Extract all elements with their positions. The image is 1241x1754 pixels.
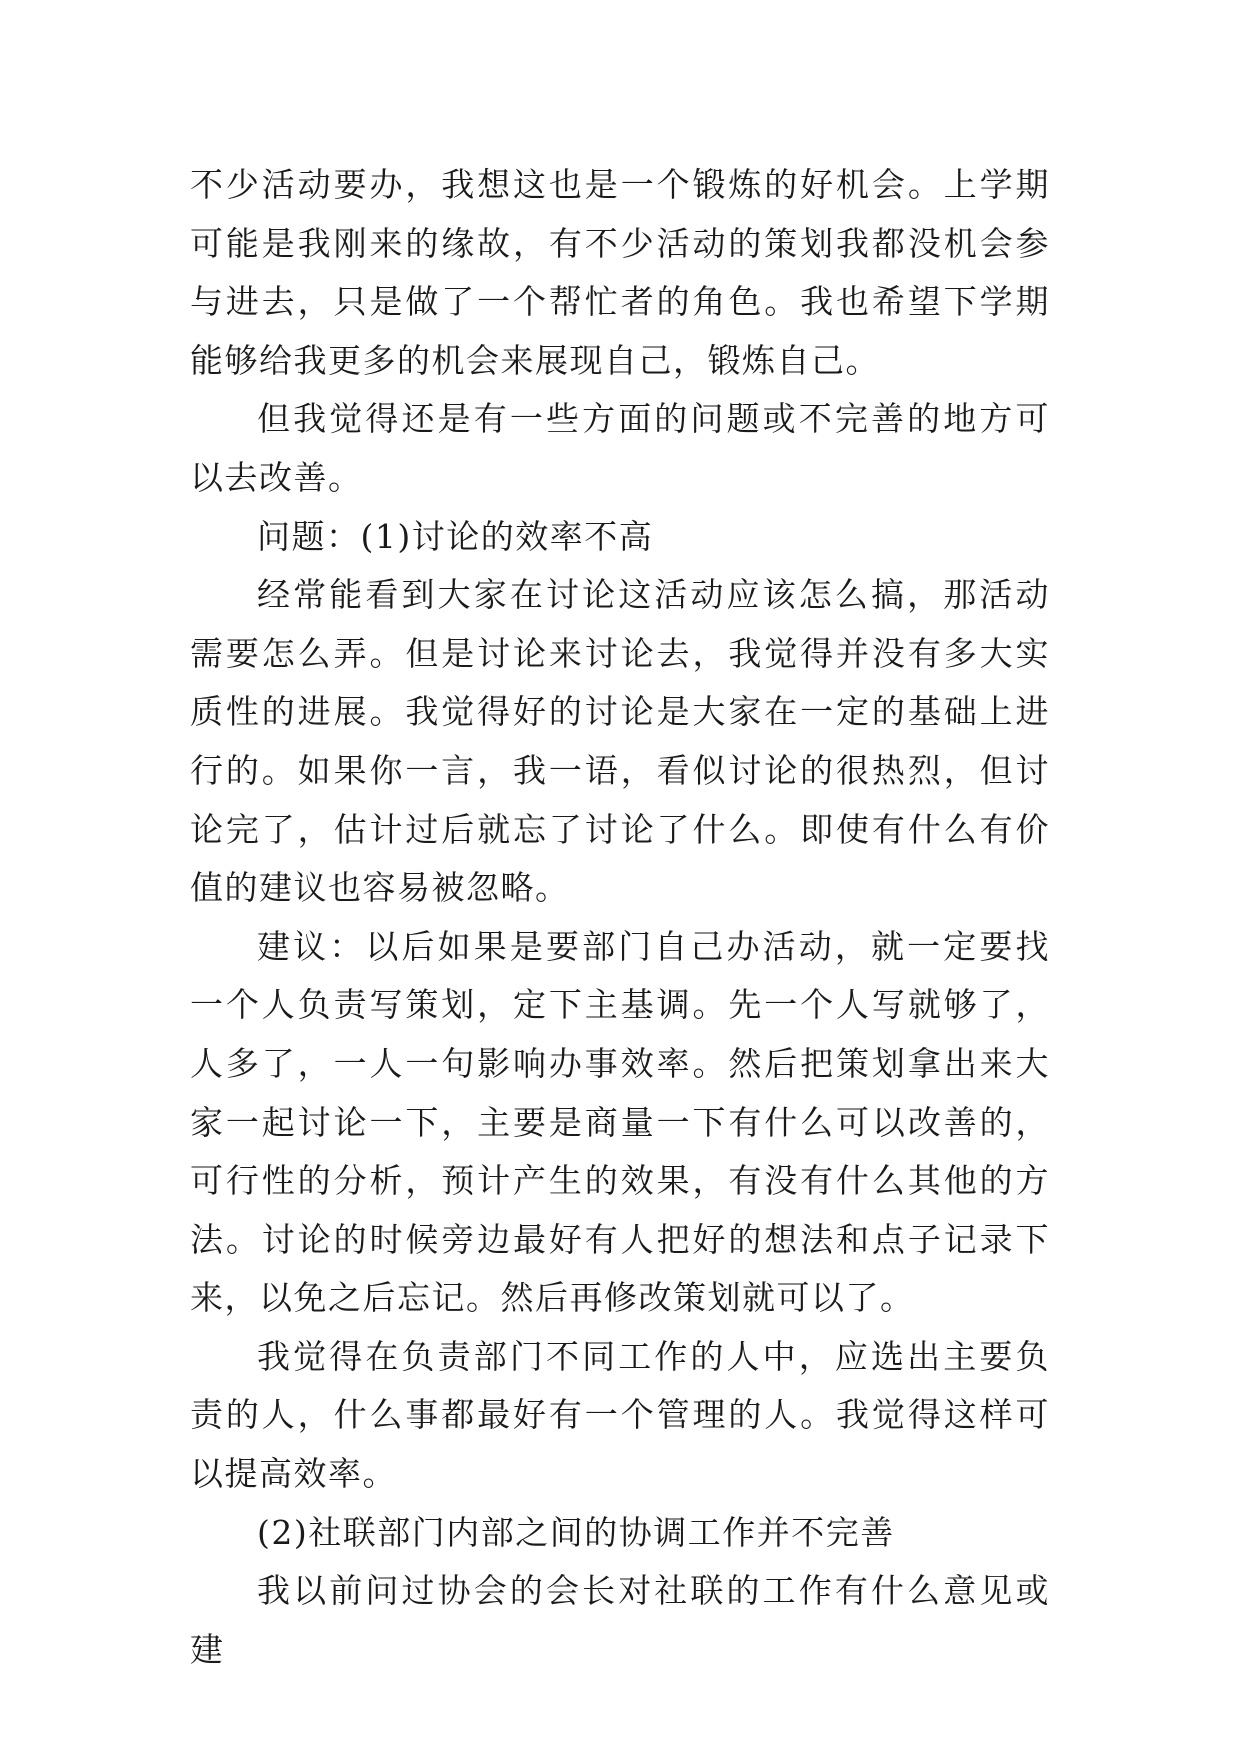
paragraph-2: 但我觉得还是有一些方面的问题或不完善的地方可以去改善。 bbox=[190, 399, 1050, 497]
paragraph-8: 我以前问过协会的会长对社联的工作有什么意见或建 bbox=[190, 1571, 1050, 1669]
paragraph-1: 不少活动要办，我想这也是一个锻炼的好机会。上学期可能是我刚来的缘故，有不少活动的策划我都没机会参与进去，只是做了一个帮忙者的角色。我也希望下学期能够给我更多的机会来展现自己，锻炼自己。 bbox=[190, 165, 1050, 380]
paragraph-4: 经常能看到大家在讨论这活动应该怎么搞，那活动需要怎么弄。但是讨论来讨论去，我觉得并没有多大实质性的进展。我觉得好的讨论是大家在一定的基础上进行的。如果你一言，我一语，看似讨论的很热烈，但讨论完了，估计过后就忘了讨论了什么。即使有什么有价值的建议也容易被忽略。 bbox=[190, 575, 1050, 908]
problem-1-heading: 问题：(1)讨论的效率不高 bbox=[257, 516, 654, 556]
paragraph-6: 我觉得在负责部门不同工作的人中，应选出主要负责的人，什么事都最好有一个管理的人。我觉得这样可以提高效率。 bbox=[190, 1336, 1050, 1494]
document-body bbox=[190, 156, 1050, 1679]
problem-2-heading: (2)社联部门内部之间的协调工作并不完善 bbox=[257, 1512, 895, 1552]
suggestion-paragraph: 建议：以后如果是要部门自己办活动，就一定要找一个人负责写策划，定下主基调。先一个人写就够了，人多了，一人一句影响办事效率。然后把策划拿出来大家一起讨论一下，主要是商量一下有什么可以改善的，可行性的分析，预计产生的效果，有没有什么其他的方法。讨论的时候旁边最好有人把好的想法和点子记录下来，以免之后忘记。然后再修改策划就可以了。 bbox=[190, 926, 1050, 1318]
